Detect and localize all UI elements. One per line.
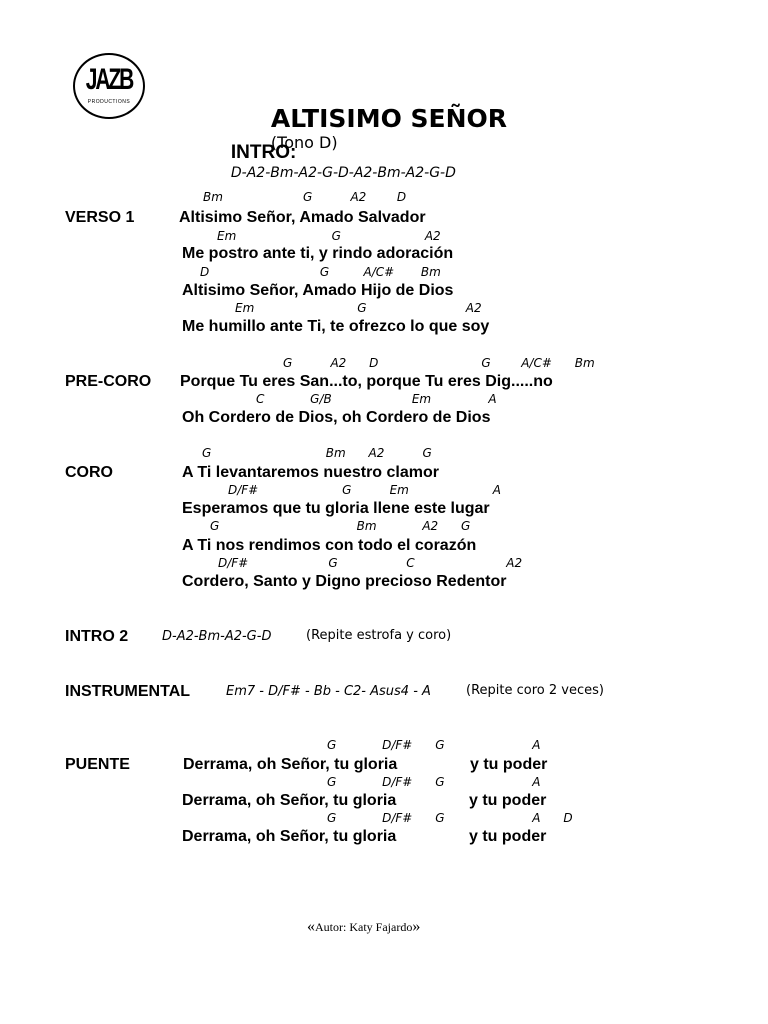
chord-line: G Bm A2 G (210, 519, 471, 533)
lyric-line: Altisimo Señor, Amado Salvador (179, 209, 426, 226)
lyric-line: Derrama, oh Señor, tu gloria (182, 792, 397, 809)
lyric-tail: y tu poder (469, 792, 547, 809)
chord-line: Em G A2 (235, 301, 482, 315)
chord-line: C G/B Em A (256, 392, 497, 406)
song-key: (Tono D) (270, 133, 338, 152)
section-label-coro: CORO (65, 464, 113, 481)
chord-line: D/F# G C A2 (218, 556, 523, 570)
chord-line: G D/F# G A D (327, 811, 573, 825)
instrumental-note: (Repite coro 2 veces) (466, 683, 604, 698)
author-credit (301, 903, 420, 936)
section-label-intro2: INTRO 2 (65, 628, 129, 645)
lyric-line: Oh Cordero de Dios, oh Cordero de Dios (182, 409, 491, 426)
chord-line: D G A/C# Bm (200, 265, 441, 279)
chord-line: Bm G A2 D (203, 190, 407, 204)
lyric-line: Derrama, oh Señor, tu gloria (182, 828, 397, 845)
lyric-line: Esperamos que tu gloria llene este lugar (182, 500, 490, 517)
chord-line: G A2 D G A/C# Bm (283, 356, 595, 370)
lyric-line: A Ti levantaremos nuestro clamor (182, 464, 439, 481)
logo-text: JAZB (85, 63, 133, 96)
chord-line: Em G A2 (217, 229, 441, 243)
quote-close: » (412, 918, 421, 935)
quote-open: « (307, 918, 315, 935)
jazb-logo (73, 53, 145, 119)
logo-subtext: PRODUCTIONS (87, 99, 131, 105)
chord-line: G D/F# G A (327, 775, 541, 789)
section-label-verso1: VERSO 1 (65, 209, 135, 226)
intro2-chords: D-A2-Bm-A2-G-D (162, 629, 272, 644)
instrumental-chords: Em7 - D/F# - Bb - C2- Asus4 - A (226, 684, 431, 699)
section-label-puente: PUENTE (65, 756, 130, 773)
intro2-note: (Repite estrofa y coro) (306, 628, 452, 643)
author-text: Autor: Katy Fajardo (315, 920, 413, 934)
lyric-line: Cordero, Santo y Digno precioso Redentor (182, 573, 507, 590)
section-label-instrumental: INSTRUMENTAL (65, 683, 191, 700)
lyric-line: Me humillo ante Ti, te ofrezco lo que soy (182, 318, 490, 335)
intro-line (222, 124, 456, 182)
intro-label: INTRO: (230, 142, 297, 163)
lyric-line: Porque Tu eres San...to, porque Tu eres Dig.....no (180, 373, 553, 390)
chord-line: G D/F# G A (327, 738, 541, 752)
song-title: ALTISIMO SEÑOR (270, 104, 508, 133)
lyric-line: Altisimo Señor, Amado Hijo de Dios (182, 282, 454, 299)
chord-line: D/F# G Em A (228, 483, 501, 497)
section-label-precoro: PRE-CORO (65, 373, 152, 390)
lyric-line: Me postro ante ti, y rindo adoración (182, 245, 454, 262)
chord-line: G Bm A2 G (202, 446, 432, 460)
lyric-tail: y tu poder (470, 756, 548, 773)
lyric-line: A Ti nos rendimos con todo el corazón (182, 537, 477, 554)
lyric-line: Derrama, oh Señor, tu gloria (183, 756, 398, 773)
lyric-tail: y tu poder (469, 828, 547, 845)
intro-chords: D-A2-Bm-A2-G-D-A2-Bm-A2-G-D (230, 165, 456, 181)
